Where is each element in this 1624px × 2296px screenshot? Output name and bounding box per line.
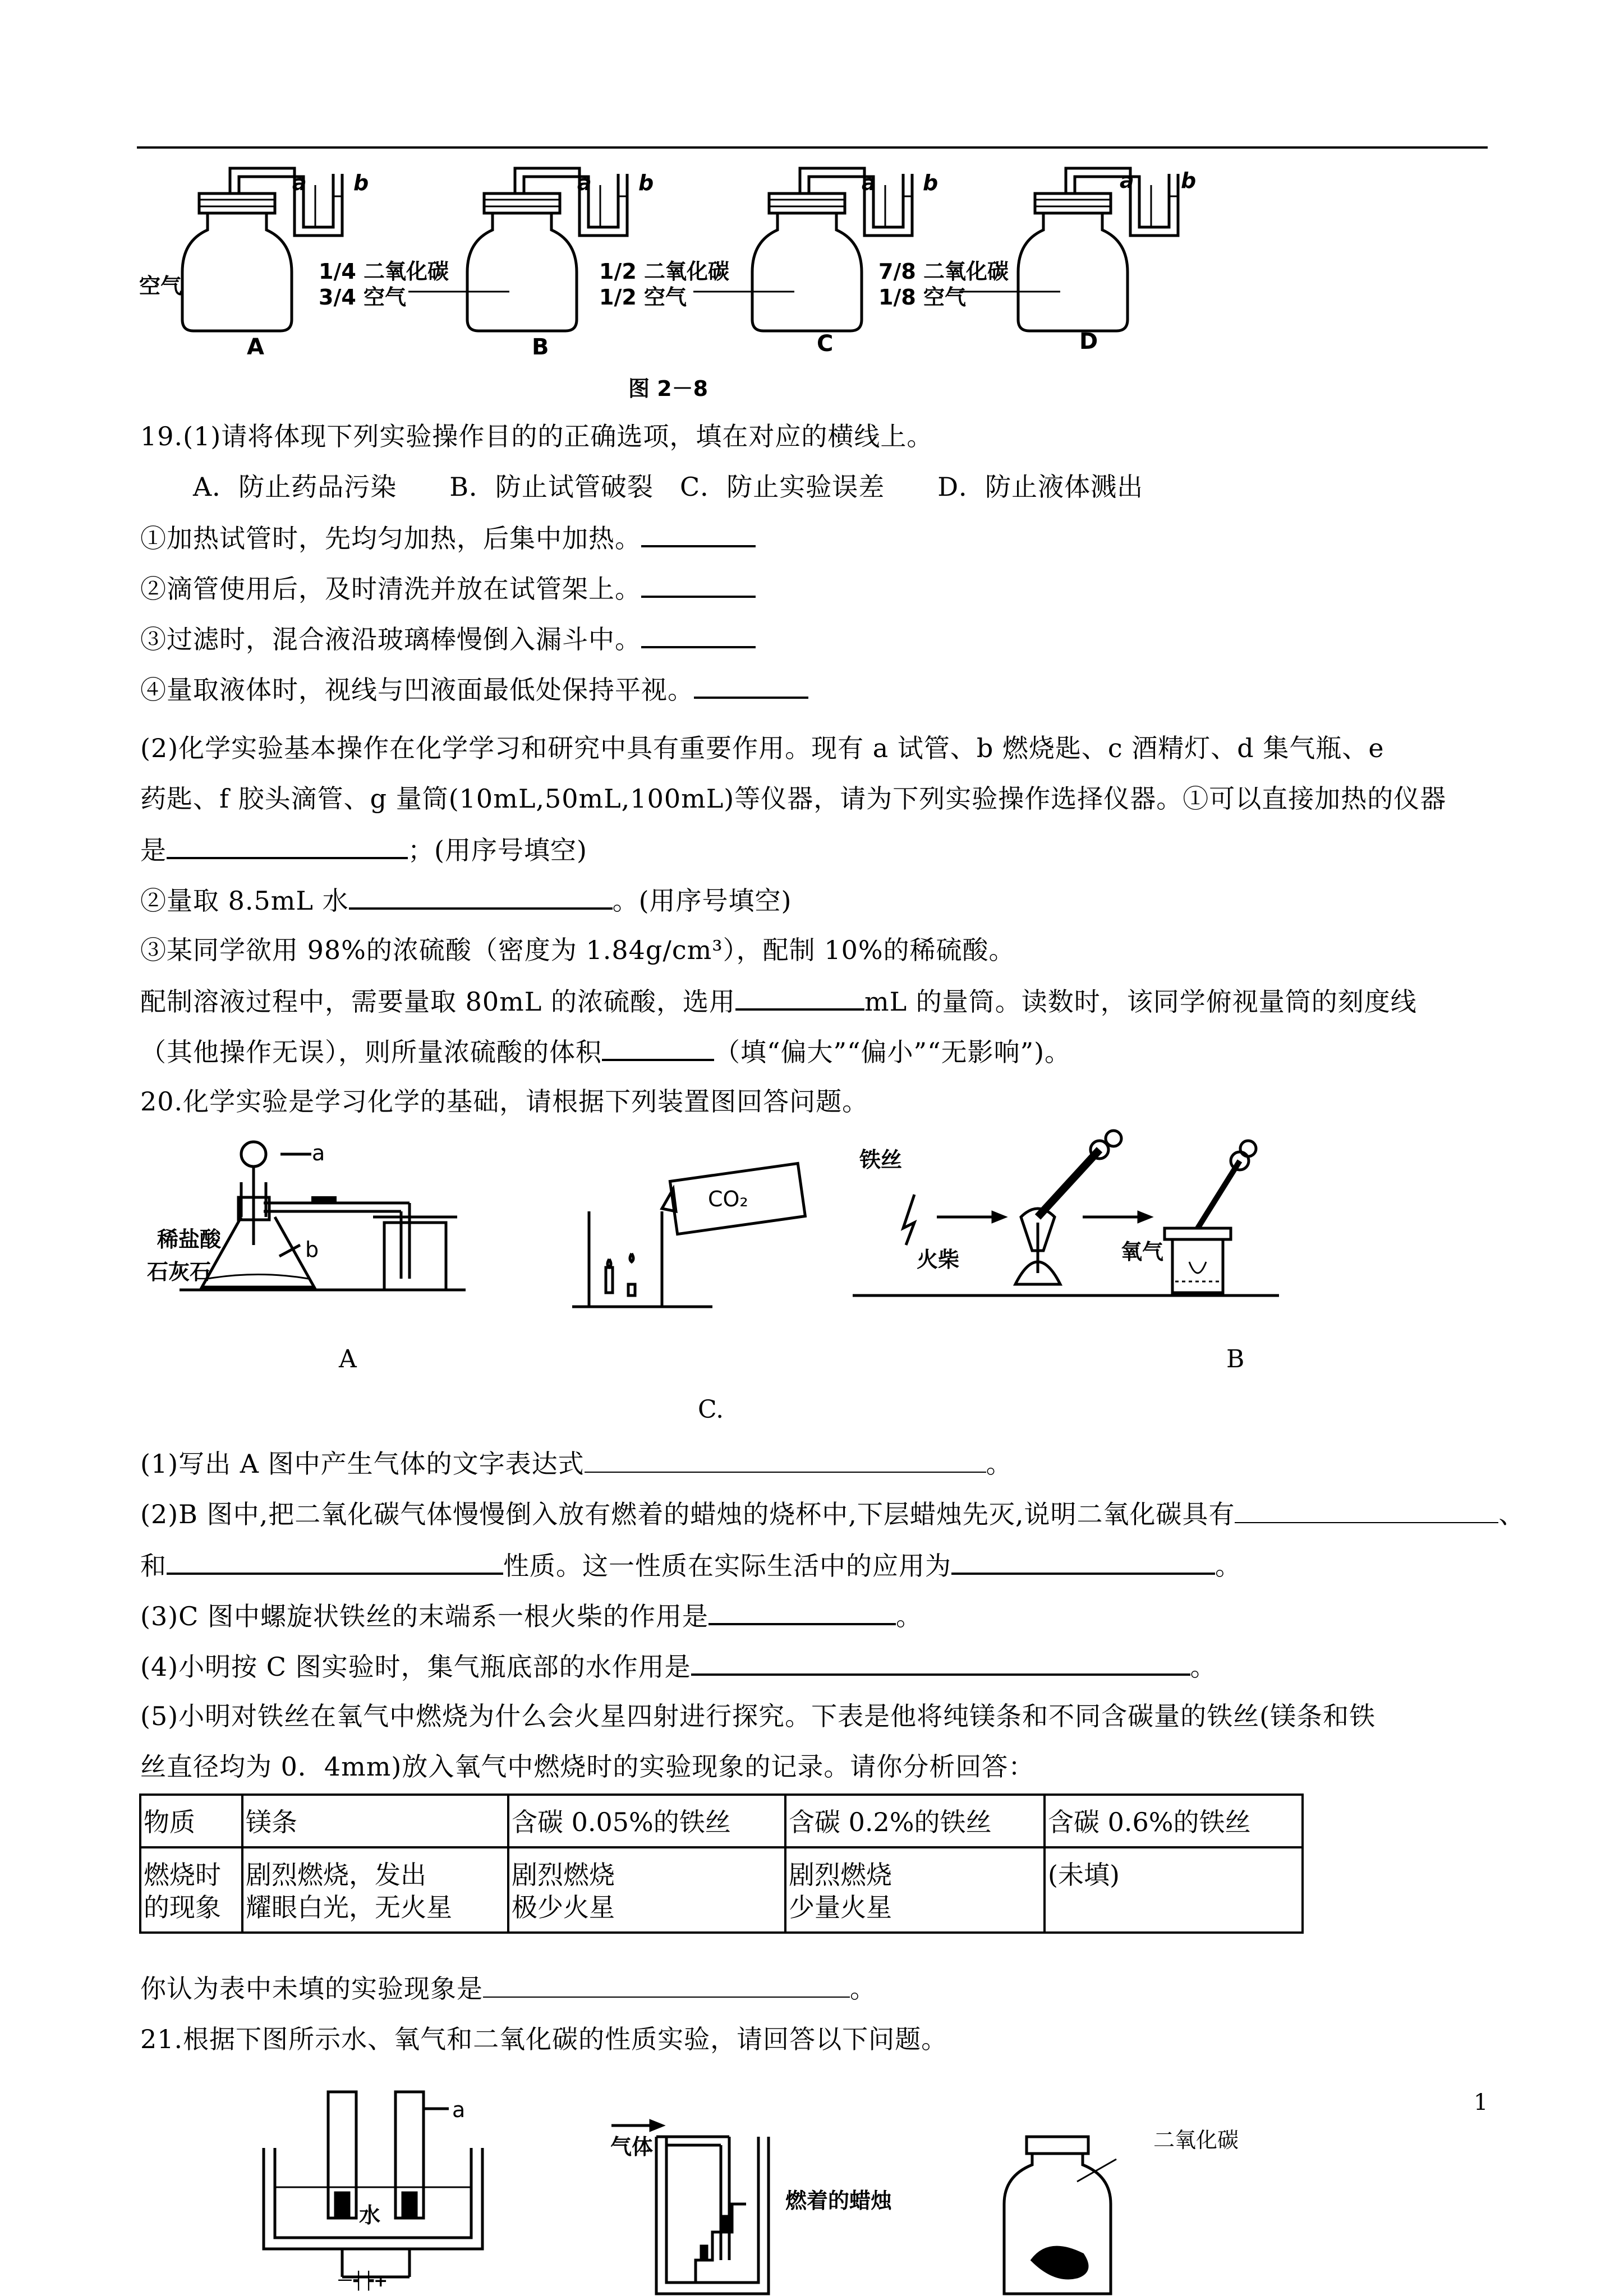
q19-part2-line3: 是 ；(用序号填空) <box>140 832 587 867</box>
answer-blank[interactable] <box>735 984 864 1011</box>
table-header-cell: 物质 <box>140 1795 242 1847</box>
q19-part2-item3: ③某同学欲用 98%的浓硫酸（密度为 1.84g/cm³），配制 10%的稀硫酸。 <box>140 935 1015 965</box>
answer-blank[interactable] <box>641 621 756 648</box>
gas-bottle <box>959 168 1178 331</box>
electrolysis-water-label: 水 <box>359 2203 381 2228</box>
q19-item-3: ③过滤时，混合液沿玻璃棒慢倒入漏斗中。 <box>140 621 756 656</box>
q19-part2-item3-line2: 配制溶液过程中，需要量取 80mL 的浓硫酸，选用 mL 的量筒。读数时，该同学俯视量筒的刻度线 <box>140 984 1417 1018</box>
q20-sub3: (3)C 图中螺旋状铁丝的末端系一根火柴的作用是 。 <box>140 1598 922 1633</box>
q20-stem: 20.化学实验是学习化学的基础，请根据下列装置图回答问题。 <box>140 1086 869 1117</box>
page-number: 1 <box>1474 2090 1488 2115</box>
q19-item-2: ②滴管使用后，及时清洗并放在试管架上。 <box>140 571 756 606</box>
bottle-a-content: 空气 <box>139 274 182 298</box>
q19-part2-item3-line3: （其他操作无误），则所量浓硫酸的体积 （填“偏大”“偏小”“无影响”)。 <box>140 1034 1071 1069</box>
apparatus-a-acid-label: 稀盐酸 <box>157 1227 222 1252</box>
table-row <box>140 1847 1303 1933</box>
answer-blank[interactable] <box>585 1447 986 1473</box>
apparatus-a-label-a: a <box>312 1141 325 1165</box>
table-header-cell: 含碳 0.05%的铁丝 <box>508 1795 785 1847</box>
bottle-letter-a: A <box>247 334 264 360</box>
table-header-row <box>140 1795 1303 1847</box>
apparatus-c-wire-label: 铁丝 <box>859 1147 903 1172</box>
answer-blank[interactable] <box>483 1972 850 1998</box>
apparatus-a-stone-label: 石灰石 <box>147 1260 211 1284</box>
table-header-cell: 含碳 0.2%的铁丝 <box>785 1795 1045 1847</box>
bottle-b-content-2: 3/4 空气 <box>319 285 406 310</box>
answer-blank[interactable] <box>602 1034 714 1061</box>
q19-item-4: ④量取液体时，视线与凹液面最低处保持平视。 <box>140 672 808 707</box>
answer-blank[interactable] <box>691 1649 1190 1676</box>
apparatus-label-b: B <box>1226 1345 1245 1373</box>
table-cell: 剧烈燃烧 极少火星 <box>508 1847 785 1933</box>
q20-sub2-line2: 和 性质。这一性质在实际生活中的应用为 。 <box>140 1548 1241 1583</box>
answer-blank[interactable] <box>641 571 756 598</box>
bottle-letter-b: B <box>532 334 549 360</box>
co2-bottle-apparatus <box>993 2131 1139 2296</box>
tube-label-b: b <box>353 170 369 195</box>
electrolysis-label-a: a <box>452 2097 466 2122</box>
q19-part2-line2: 药匙、f 胶头滴管、g 量筒(10mL,50mL,100mL)等仪器，请为下列实验操作选择仪器。①可以直接加热的仪器 <box>140 783 1447 814</box>
answer-blank[interactable] <box>641 520 756 547</box>
answer-blank[interactable] <box>951 1548 1215 1575</box>
q19-stem: 19.(1)请将体现下列实验操作目的的正确选项，填在对应的横线上。 <box>140 421 933 451</box>
header-rule <box>137 146 1488 149</box>
apparatus-a-label-b: b <box>305 1237 319 1262</box>
answer-blank[interactable] <box>709 1598 896 1625</box>
answer-blank[interactable] <box>167 832 408 859</box>
q19-options: A．防止药品污染 B．防止试管破裂 C．防止实验误差 D．防止液体溅出 <box>193 472 1144 502</box>
tube-label-a: a <box>292 170 307 195</box>
apparatus-b-pour-co2 <box>567 1155 830 1318</box>
q19-part2-line1: (2)化学实验基本操作在化学学习和研究中具有重要作用。现有 a 试管、b 燃烧匙、c 酒精灯、d 集气瓶、e <box>140 733 1384 763</box>
bottle-b-content-1: 1/4 二氧化碳 <box>319 259 449 284</box>
tube-label-b-2: b <box>638 170 654 195</box>
q20-sub5-line1: (5)小明对铁丝在氧气中燃烧为什么会火星四射进行探究。下表是他将纯镁条和不同含碳量的铁丝(镁条和铁 <box>140 1701 1376 1731</box>
bottle-c-content-2: 1/2 空气 <box>599 285 687 310</box>
figure-caption: 图 2－8 <box>628 376 709 401</box>
q21-stem: 21.根据下图所示水、氧气和二氧化碳的性质实验，请回答以下问题。 <box>140 2024 948 2054</box>
table-cell: 剧烈燃烧 少量火星 <box>785 1847 1045 1933</box>
co2-bottle-label: 二氧化碳 <box>1153 2128 1239 2152</box>
answer-blank[interactable] <box>167 1548 503 1575</box>
q20-conclusion: 你认为表中未填的实验现象是 。 <box>140 1972 876 2005</box>
q20-sub4: (4)小明按 C 图实验时，集气瓶底部的水作用是 。 <box>140 1649 1217 1684</box>
q19-part2-item2: ②量取 8.5mL 水 。(用序号填空) <box>140 883 792 918</box>
tube-label-b-4: b <box>1181 168 1197 193</box>
candle-box-gas-label: 气体 <box>610 2134 654 2159</box>
bottle-letter-d: D <box>1079 329 1098 354</box>
tube-label-a-2: a <box>577 170 592 195</box>
table-cell: (未填) <box>1045 1847 1303 1933</box>
apparatus-c-match-label: 火柴 <box>917 1247 960 1272</box>
q20-sub5-line2: 丝直径均为 0．4mm)放入氧气中燃烧时的实验现象的记录。请你分析回答： <box>140 1751 1035 1782</box>
tube-label-b-3: b <box>923 170 938 195</box>
table-header-cell: 含碳 0.6%的铁丝 <box>1045 1795 1303 1847</box>
answer-blank[interactable] <box>349 883 613 910</box>
candle-box-candle-label: 燃着的蜡烛 <box>785 2188 892 2213</box>
apparatus-b-co2-label: CO₂ <box>708 1187 748 1211</box>
q20-sub2-line1: (2)B 图中,把二氧化碳气体慢慢倒入放有燃着的蜡烛的烧杯中,下层蜡烛先灭,说明二氧化碳具有 、 <box>140 1497 1525 1531</box>
observation-table <box>139 1794 1304 1934</box>
q20-sub1: (1)写出 A 图中产生气体的文字表达式 。 <box>140 1447 1013 1481</box>
gas-bottle <box>408 168 627 331</box>
bottle-d-content-1: 7/8 二氧化碳 <box>878 259 1009 284</box>
bottle-d-content-2: 1/8 空气 <box>878 285 966 310</box>
electrolysis-power-label: －┥┝+ <box>337 2271 388 2291</box>
table-cell: 剧烈燃烧，发出 耀眼白光，无火星 <box>242 1847 508 1933</box>
table-header-cell: 镁条 <box>242 1795 508 1847</box>
answer-blank[interactable] <box>694 672 808 699</box>
bottle-c-content-1: 1/2 二氧化碳 <box>599 259 729 284</box>
tube-label-a-4: a <box>1120 168 1134 193</box>
bottle-letter-c: C <box>817 331 834 357</box>
apparatus-label-a: A <box>339 1345 357 1373</box>
answer-blank[interactable] <box>1235 1497 1498 1523</box>
q19-item-1: ①加热试管时，先均匀加热，后集中加热。 <box>140 520 756 555</box>
apparatus-label-c: C. <box>698 1395 724 1424</box>
tube-label-a-3: a <box>862 170 876 195</box>
apparatus-c-oxygen-label: 氧气 <box>1121 1239 1164 1264</box>
table-row-label: 燃烧时 的现象 <box>140 1847 242 1933</box>
apparatus-c-iron-combustion <box>853 1133 1279 1307</box>
